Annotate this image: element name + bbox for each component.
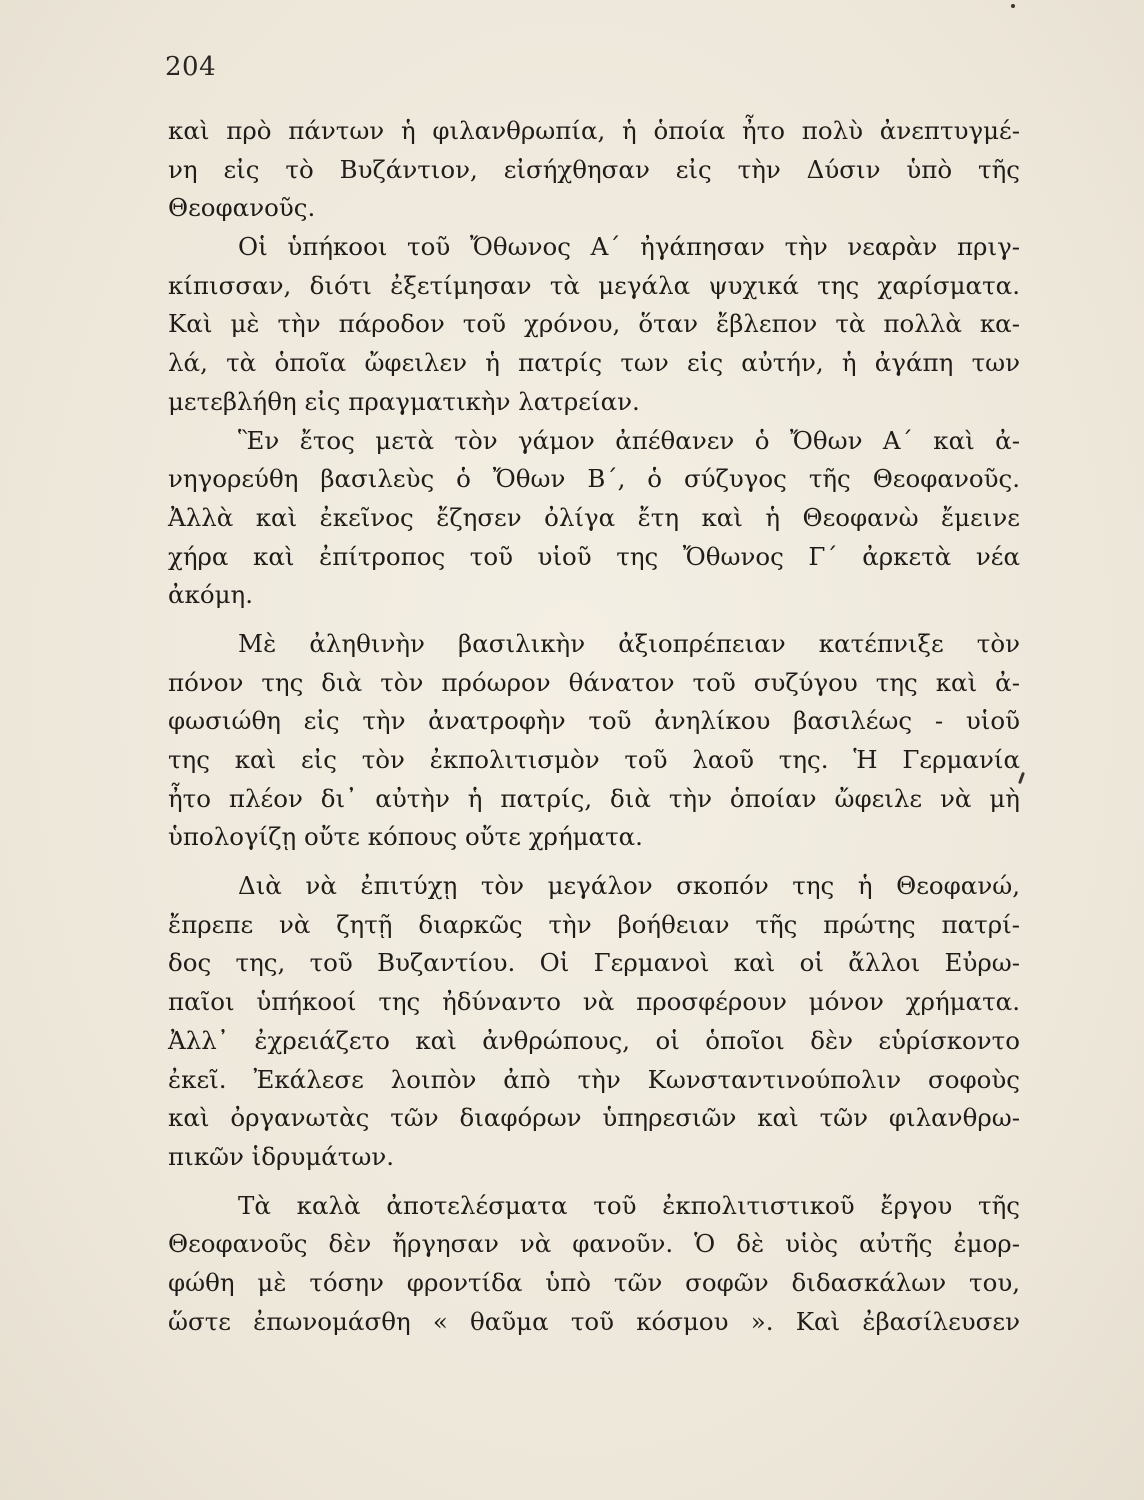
text-line: παῖοι ὑπήκοοί της ἠδύναντο νὰ προσφέρουν μόνον χρήματα. [168,987,1020,1017]
text-line: Ἀλλὰ καὶ ἐκεῖνος ἔζησεν ὀλίγα ἔτη καὶ ἡ Θεοφανὼ ἔμεινε [168,502,1020,532]
text-line: Διὰ νὰ ἐπιτύχῃ τὸν μεγάλον σκοπόν της ἡ Θεοφανώ, [238,871,1020,901]
paragraph [168,422,1020,615]
text-line: νη εἰς τὸ Βυζάντιον, εἰσήχθησαν εἰς τὴν Δύσιν ὑπὸ τῆς [168,154,1020,184]
text-line: κίπισσαν, διότι ἐξετίμησαν τὰ μεγάλα ψυχικά της χαρίσματα. [168,270,1020,300]
text-line: λά, τὰ ὁποῖα ὤφειλεν ἡ πατρίς των εἰς αὐτήν, ἡ ἀγάπη των [168,348,1020,378]
text-line: Μὲ ἀληθινὴν βασιλικὴν ἀξιοπρέπειαν κατέπνιξε τὸν [238,628,1020,658]
text-line: μετεβλήθη εἰς πραγματικὴν λατρείαν. [168,386,640,416]
text-line: φωσιώθη εἰς τὴν ἀνατροφὴν τοῦ ἀνηλίκου βασιλέως - υἱοῦ [168,706,1020,736]
ink-speck [1011,4,1015,8]
body-text [168,112,1020,1341]
text-line: Οἱ ὑπήκοοι τοῦ Ὄθωνος Α΄ ἠγάπησαν τὴν νεαρὰν πριγ- [238,232,1020,262]
paragraph-gap [168,1177,1020,1187]
text-line: ὥστε ἐπωνομάσθη « θαῦμα τοῦ κόσμου ». Καὶ ἐβασίλευσεν [168,1306,1020,1336]
text-line: ἀκόμη. [168,580,253,610]
paragraph-gap [168,615,1020,625]
text-line: καὶ ὀργανωτὰς τῶν διαφόρων ὑπηρεσιῶν καὶ τῶν φιλανθρω- [168,1103,1020,1133]
text-line: καὶ πρὸ πάντων ἡ φιλανθρωπία, ἡ ὁποία ἦτο πολὺ ἀνεπτυγμέ- [168,116,1020,145]
text-line: ἔπρεπε νὰ ζητῇ διαρκῶς τὴν βοήθειαν τῆς πρώτης πατρί- [168,909,1020,939]
text-line: ὑπολογίζῃ οὔτε κόπους οὔτε χρήματα. [168,822,643,852]
text-line: Θεοφανοῦς. [168,193,316,223]
paragraph [168,112,1020,228]
paragraph-gap [168,857,1020,867]
paragraph [168,1187,1020,1342]
text-line: χήρα καὶ ἐπίτροπος τοῦ υἱοῦ της Ὄθωνος Γ΄ ἀρκετὰ νέα [168,541,1020,571]
text-line: δος της, τοῦ Βυζαντίου. Οἱ Γερμανοὶ καὶ οἱ ἄλλοι Εὐρω- [168,948,1020,978]
text-line: Καὶ μὲ τὴν πάροδον τοῦ χρόνου, ὅταν ἔβλεπον τὰ πολλὰ κα- [168,309,1020,339]
text-line: ἐκεῖ. Ἐκάλεσε λοιπὸν ἀπὸ τὴν Κωνσταντινούπολιν σοφοὺς [168,1064,1020,1094]
text-line: Τὰ καλὰ ἀποτελέσματα τοῦ ἐκπολιτιστικοῦ ἔργου τῆς [238,1190,1020,1220]
paragraph [168,625,1020,857]
text-line: πικῶν ἱδρυμάτων. [168,1141,395,1171]
paragraph [168,867,1020,1177]
text-line: Ἓν ἔτος μετὰ τὸν γάμον ἀπέθανεν ὁ Ὄθων Α΄ καὶ ἀ- [238,425,1020,455]
text-line: της καὶ εἰς τὸν ἐκπολιτισμὸν τοῦ λαοῦ της. Ἡ Γερμανία [168,745,1020,774]
text-line: πόνον της διὰ τὸν πρόωρον θάνατον τοῦ συζύγου της καὶ ἀ- [168,667,1020,697]
text-line: νηγορεύθη βασιλεὺς ὁ Ὄθων Β΄, ὁ σύζυγος τῆς Θεοφανοῦς. [168,464,1020,494]
text-line: Θεοφανοῦς δὲν ἤργησαν νὰ φανοῦν. Ὁ δὲ υἱὸς αὐτῆς ἐμορ- [168,1229,1020,1259]
text-line: φώθη μὲ τόσην φροντίδα ὑπὸ τῶν σοφῶν διδασκάλων του, [168,1267,1020,1297]
text-line: ἦτο πλέον δι᾽ αὐτὴν ἡ πατρίς, διὰ τὴν ὁποίαν ὤφειλε νὰ μὴ [168,783,1020,813]
page-number: 204 [165,52,217,82]
text-line: Ἀλλ᾽ ἐχρειάζετο καὶ ἀνθρώπους, οἱ ὁποῖοι δὲν εὑρίσκοντο [168,1025,1020,1055]
paragraph [168,228,1020,421]
